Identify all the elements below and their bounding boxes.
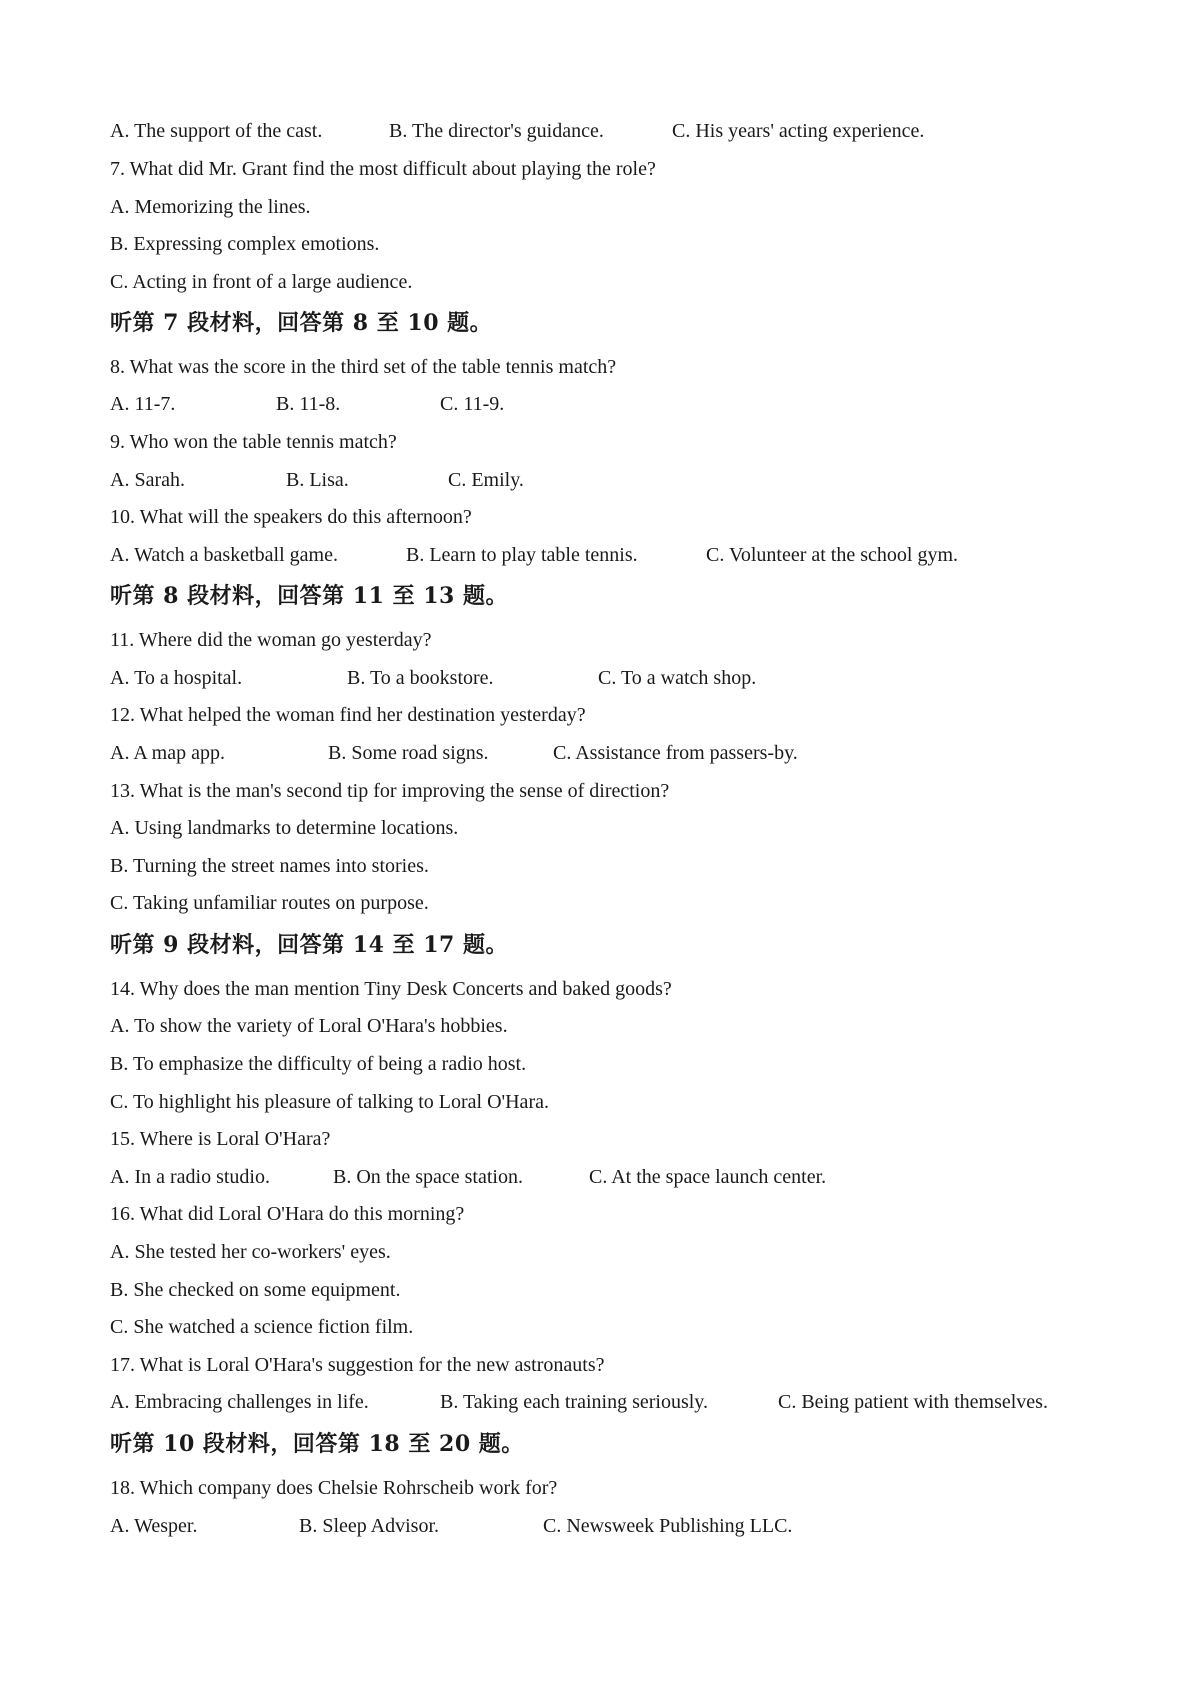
answer-option: B. Some road signs. [328,742,489,764]
answer-option: C. Emily. [448,469,524,491]
answer-option: A. To show the variety of Loral O'Hara's hobbies. [110,1015,508,1037]
question-text: 14. Why does the man mention Tiny Desk Concerts and baked goods? [110,978,672,1000]
question-text: 17. What is Loral O'Hara's suggestion for the new astronauts? [110,1354,605,1376]
question-text: 15. Where is Loral O'Hara? [110,1128,331,1150]
answer-option: A. The support of the cast. [110,120,323,142]
answer-option: C. Volunteer at the school gym. [706,544,959,566]
question-text: 9. Who won the table tennis match? [110,431,397,453]
answer-option: B. Expressing complex emotions. [110,233,380,255]
answer-option: B. She checked on some equipment. [110,1279,401,1301]
question-text: 12. What helped the woman find her destination yesterday? [110,704,586,726]
section-heading: 听第 10 段材料，回答第 18 至 20 题。 [110,1431,524,1457]
answer-option: B. Sleep Advisor. [299,1515,440,1537]
answer-option: A. Embracing challenges in life. [110,1391,369,1413]
question-text: 11. Where did the woman go yesterday? [110,629,432,651]
answer-option: C. Assistance from passers-by. [553,742,798,764]
answer-option: B. On the space station. [333,1166,523,1188]
question-text: 10. What will the speakers do this afternoon? [110,506,472,528]
question-text: 16. What did Loral O'Hara do this morning? [110,1203,465,1225]
answer-option: A. Watch a basketball game. [110,544,338,566]
answer-option: B. The director's guidance. [389,120,604,142]
section-heading: 听第 9 段材料，回答第 14 至 17 题。 [110,932,508,958]
answer-option: C. She watched a science fiction film. [110,1316,414,1338]
answer-option: B. To a bookstore. [347,667,494,689]
section-heading: 听第 8 段材料，回答第 11 至 13 题。 [110,583,508,609]
answer-option: C. Acting in front of a large audience. [110,271,413,293]
answer-option: B. Turning the street names into stories. [110,855,429,877]
question-text: 8. What was the score in the third set of the table tennis match? [110,356,617,378]
answer-option: B. Lisa. [286,469,349,491]
answer-option: C. Newsweek Publishing LLC. [543,1515,793,1537]
answer-option: A. Memorizing the lines. [110,196,311,218]
answer-option: C. Taking unfamiliar routes on purpose. [110,892,429,914]
question-text: 7. What did Mr. Grant find the most difficult about playing the role? [110,158,656,180]
answer-option: A. Sarah. [110,469,185,491]
answer-option: C. To a watch shop. [598,667,757,689]
answer-option: C. Being patient with themselves. [778,1391,1048,1413]
answer-option: B. 11-8. [276,393,341,415]
answer-option: B. Learn to play table tennis. [406,544,638,566]
answer-option: C. To highlight his pleasure of talking to Loral O'Hara. [110,1091,549,1113]
answer-option: B. To emphasize the difficulty of being a radio host. [110,1053,527,1075]
answer-option: A. In a radio studio. [110,1166,270,1188]
answer-option: A. She tested her co-workers' eyes. [110,1241,391,1263]
answer-option: A. Wesper. [110,1515,198,1537]
answer-option: B. Taking each training seriously. [440,1391,708,1413]
answer-option: A. Using landmarks to determine locations. [110,817,459,839]
question-text: 18. Which company does Chelsie Rohrscheib work for? [110,1477,558,1499]
answer-option: C. At the space launch center. [589,1166,827,1188]
question-text: 13. What is the man's second tip for improving the sense of direction? [110,780,670,802]
answer-option: A. 11-7. [110,393,176,415]
section-heading: 听第 7 段材料，回答第 8 至 10 题。 [110,310,493,336]
answer-option: A. A map app. [110,742,225,764]
answer-option: C. His years' acting experience. [672,120,925,142]
answer-option: C. 11-9. [440,393,505,415]
answer-option: A. To a hospital. [110,667,243,689]
